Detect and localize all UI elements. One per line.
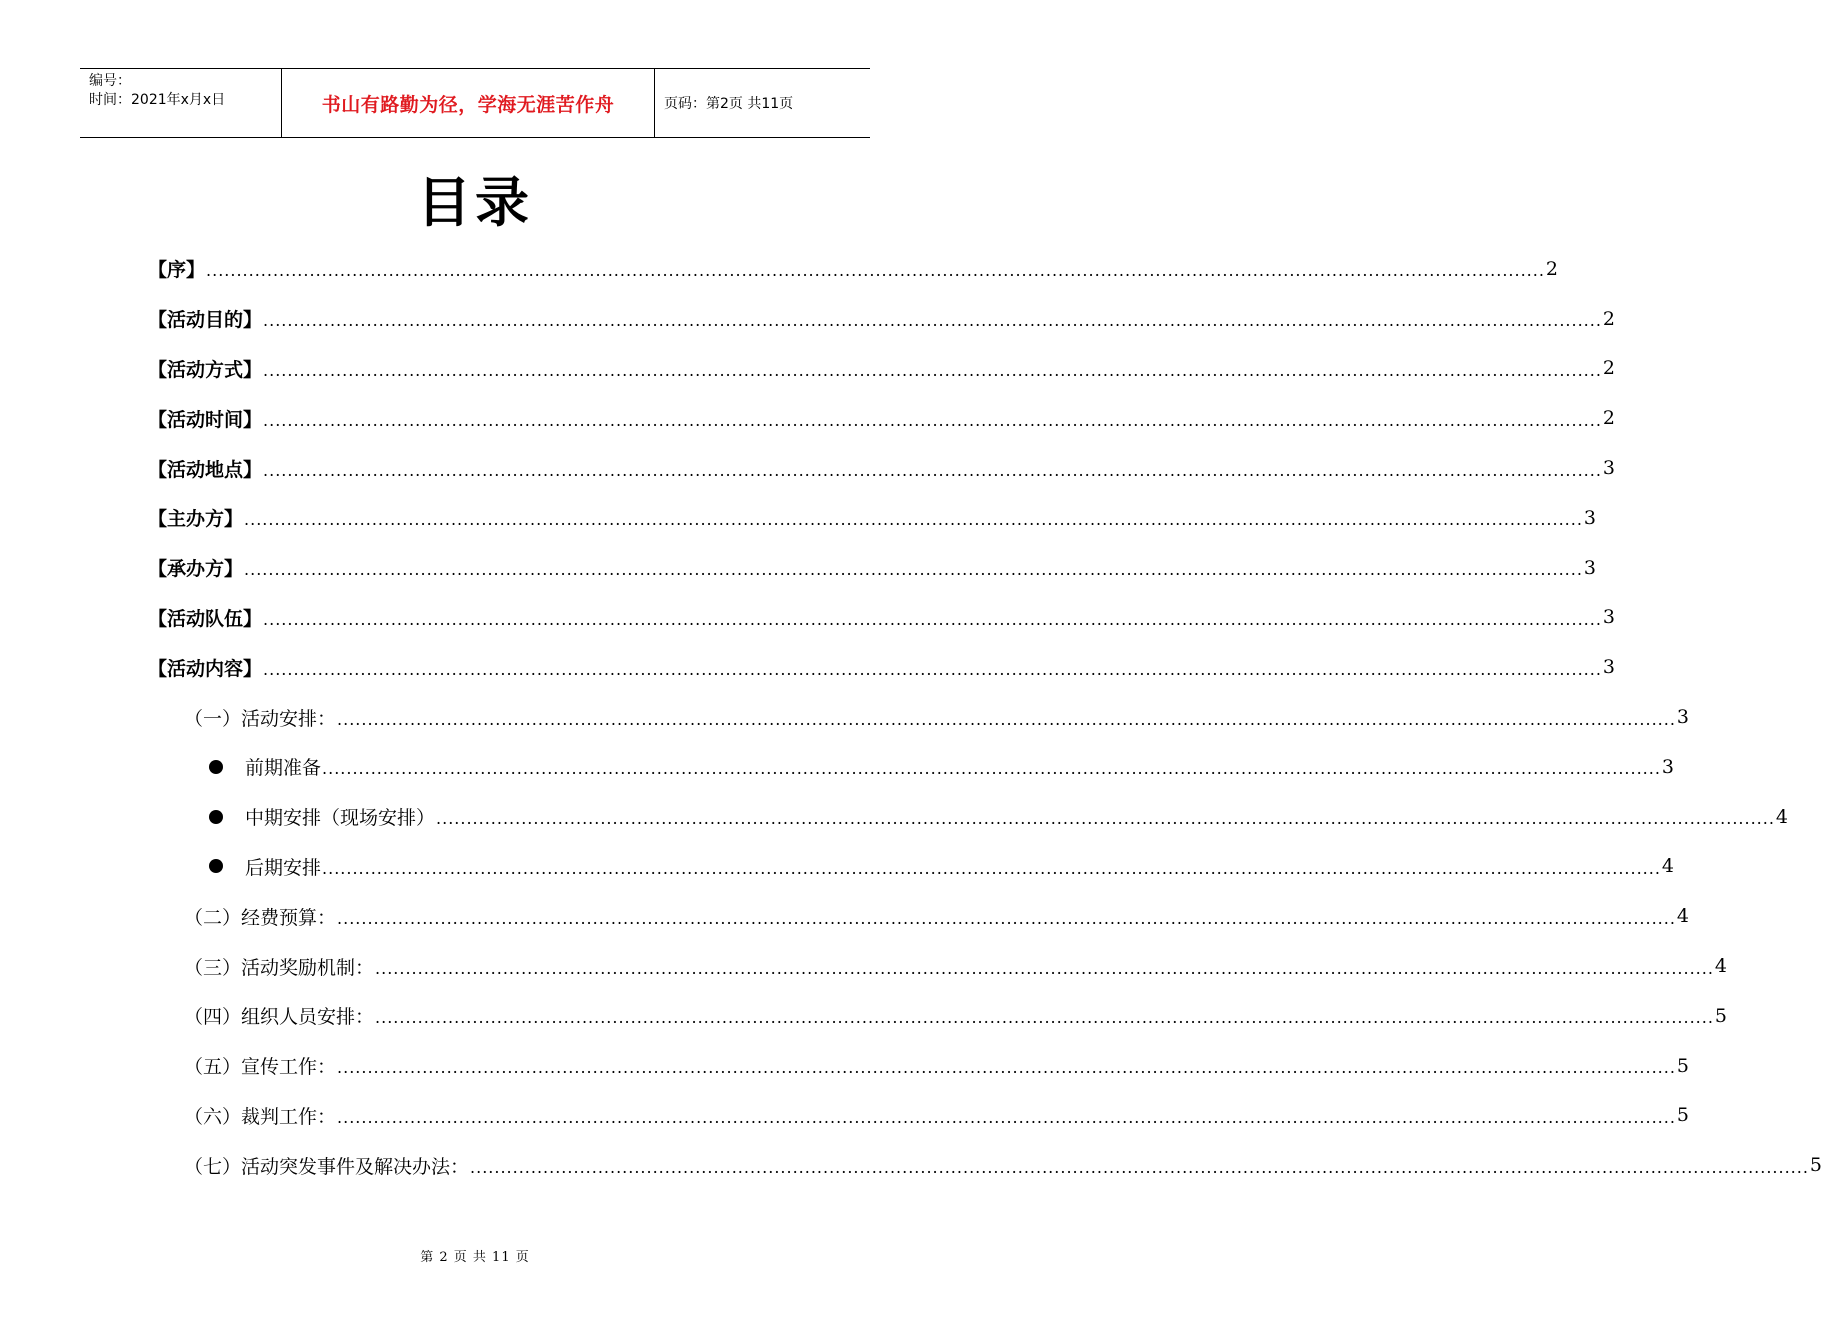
toc-leader-dots: ............................................................................................................................................................................................................................ (263, 659, 1602, 679)
toc-entry-label: （四）组织人员安排： (184, 1006, 375, 1029)
toc-leader-dots: ............................................................................................................................................................................................................................ (263, 609, 1602, 629)
toc-entry[interactable] (148, 593, 1616, 643)
header-meta (80, 69, 282, 137)
toc-entry-label: （三）活动奖励机制： (184, 956, 375, 979)
toc-entry-page-number: 3 (1583, 556, 1597, 579)
toc-entry[interactable] (148, 344, 1616, 394)
toc-entry-page-number: 4 (1676, 905, 1690, 928)
toc-entry[interactable] (148, 443, 1616, 493)
toc-entry[interactable] (148, 493, 1597, 543)
toc-leader-dots: ............................................................................................................................................................................................................................ (322, 759, 1661, 779)
toc-entry[interactable] (148, 1140, 1822, 1190)
toc-entry-label: 【活动队伍】 (148, 607, 263, 630)
table-of-contents (148, 244, 1822, 1190)
toc-entry[interactable] (148, 642, 1616, 692)
toc-entry[interactable] (148, 991, 1728, 1041)
page-footer: 第 2 页 共 11 页 (420, 1250, 530, 1265)
toc-entry[interactable] (148, 742, 1675, 792)
toc-entry-page-number: 4 (1714, 955, 1728, 978)
toc-entry-label: （六）裁判工作： (184, 1105, 337, 1128)
toc-entry[interactable] (148, 1041, 1690, 1091)
toc-entry-label: （一）活动安排： (184, 707, 337, 730)
toc-entry[interactable] (148, 294, 1616, 344)
toc-entry-label: 【序】 (148, 259, 206, 282)
toc-entry-page-number: 5 (1809, 1154, 1822, 1177)
bullet-icon (209, 760, 223, 774)
toc-entry-page-number: 3 (1661, 755, 1675, 778)
toc-entry-page-number: 3 (1602, 656, 1616, 679)
toc-entry-page-number: 3 (1602, 457, 1616, 480)
toc-entry-label: 【活动目的】 (148, 309, 263, 332)
toc-entry[interactable] (148, 1091, 1690, 1141)
toc-entry-label: 【活动地点】 (148, 458, 263, 481)
toc-entry-label: 【活动内容】 (148, 657, 263, 680)
toc-entry-page-number: 3 (1602, 606, 1616, 629)
toc-leader-dots: ............................................................................................................................................................................................................................ (375, 1008, 1714, 1028)
time-label: 时间：2021年x月x日 (89, 92, 226, 108)
toc-entry-page-number: 4 (1661, 855, 1675, 878)
toc-entry-page-number: 2 (1602, 357, 1616, 380)
toc-leader-dots: ............................................................................................................................................................................................................................ (263, 311, 1602, 331)
toc-entry-page-number: 5 (1676, 1054, 1690, 1077)
toc-entry-label: （二）经费预算： (184, 906, 337, 929)
toc-leader-dots: ............................................................................................................................................................................................................................ (375, 958, 1714, 978)
toc-entry-page-number: 3 (1583, 506, 1597, 529)
toc-entry-page-number: 2 (1545, 257, 1559, 280)
toc-leader-dots: ............................................................................................................................................................................................................................ (263, 360, 1602, 380)
header-motto: 书山有路勤为径，学海无涯苦作舟 (321, 93, 615, 116)
toc-entry[interactable] (148, 244, 1559, 294)
toc-entry[interactable] (148, 393, 1616, 443)
header-page-info: 页码：第2页 共11页 (664, 96, 794, 112)
toc-entry-page-number: 3 (1676, 706, 1690, 729)
toc-entry-label: 后期安排 (245, 856, 322, 879)
header-page-info-cell (655, 69, 870, 137)
page-header (80, 68, 870, 138)
toc-leader-dots: ............................................................................................................................................................................................................................ (470, 1157, 1809, 1177)
toc-entry-page-number: 5 (1676, 1104, 1690, 1127)
bullet-icon (209, 810, 223, 824)
document-title: 目录 (417, 171, 533, 234)
toc-leader-dots: ............................................................................................................................................................................................................................ (244, 510, 1583, 530)
toc-entry-label: 中期安排（现场安排） (245, 807, 436, 830)
toc-leader-dots: ............................................................................................................................................................................................................................ (263, 410, 1602, 430)
toc-entry-page-number: 2 (1602, 307, 1616, 330)
toc-entry-label: （五）宣传工作： (184, 1056, 337, 1079)
toc-leader-dots: ............................................................................................................................................................................................................................ (244, 560, 1583, 580)
bullet-icon (209, 859, 223, 873)
toc-leader-dots: ............................................................................................................................................................................................................................ (337, 709, 1676, 729)
toc-leader-dots: ............................................................................................................................................................................................................................ (337, 1058, 1676, 1078)
toc-entry-page-number: 4 (1775, 805, 1789, 828)
toc-leader-dots: ............................................................................................................................................................................................................................ (206, 261, 1545, 281)
header-motto-cell (282, 69, 655, 137)
toc-entry[interactable] (148, 941, 1728, 991)
number-label: 编号： (89, 73, 131, 89)
toc-entry[interactable] (148, 842, 1675, 892)
toc-entry-label: 前期准备 (245, 757, 322, 780)
toc-entry[interactable] (148, 891, 1690, 941)
toc-entry[interactable] (148, 792, 1789, 842)
toc-leader-dots: ............................................................................................................................................................................................................................ (337, 1107, 1676, 1127)
toc-entry-label: 【活动方式】 (148, 358, 263, 381)
toc-entry[interactable] (148, 543, 1597, 593)
toc-entry-label: 【主办方】 (148, 508, 244, 531)
toc-leader-dots: ............................................................................................................................................................................................................................ (436, 809, 1775, 829)
toc-entry-label: 【活动时间】 (148, 408, 263, 431)
toc-entry[interactable] (148, 692, 1690, 742)
toc-leader-dots: ............................................................................................................................................................................................................................ (263, 460, 1602, 480)
toc-entry-page-number: 5 (1714, 1004, 1728, 1027)
toc-entry-page-number: 2 (1602, 407, 1616, 430)
toc-entry-label: 【承办方】 (148, 558, 244, 581)
toc-entry-label: （七）活动突发事件及解决办法： (184, 1155, 470, 1178)
toc-leader-dots: ............................................................................................................................................................................................................................ (322, 858, 1661, 878)
toc-leader-dots: ............................................................................................................................................................................................................................ (337, 908, 1676, 928)
